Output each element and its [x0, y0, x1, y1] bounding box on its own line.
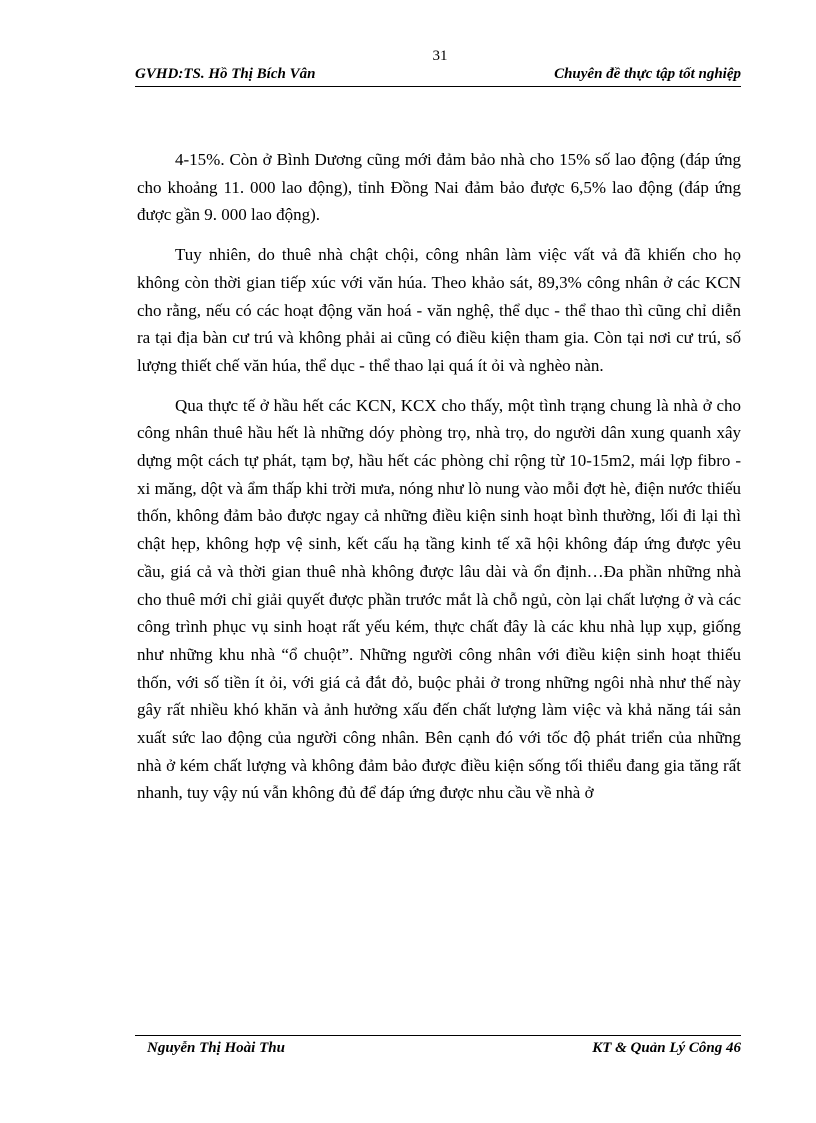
paragraph-1: 4-15%. Còn ở Bình Dương cũng mới đảm bảo nhà cho 15% số lao động (đáp ứng cho khoảng 11. 000 lao động), tỉnh Đồng Nai đảm bảo được 6,5% lao động (đáp ứng được gần 9. 000 lao động).: [137, 150, 741, 225]
paragraph-2: Tuy nhiên, do thuê nhà chật chội, công nhân làm việc vất vả đã khiến cho họ không còn thời gian tiếp xúc với văn húa. Theo khảo sát, 89,3% công nhân ở các KCN cho rằng, nếu có các hoạt động văn hoá - văn nghệ, thể dục - thể thao thì cũng chỉ diễn ra tại địa bàn cư trú và không phải ai cũng có điều kiện tham gia. Còn tại nơi cư trú, số lượng thiết chế văn húa, thể dục - thể thao lại quá ít ỏi và nghèo nàn.: [137, 245, 741, 375]
page-footer: [135, 1040, 741, 1062]
paragraph-3: Qua thực tế ở hầu hết các KCN, KCX cho thấy, một tình trạng chung là nhà ở cho công nhân thuê hầu hết là những dóy phòng trọ, nhà trọ, do người dân xung quanh xây dựng một cách tự phát, tạm bợ, hầu hết các phòng chỉ rộng từ 10-15m2, mái lợp fibro - xi măng, dột và ẩm thấp khi trời mưa, nóng như lò nung vào mỗi đợt hè, điện nước thiếu thốn, không đảm bảo được ngay cả những điều kiện sinh hoạt bình thường, lối đi lại thì chật hẹp, không hợp vệ sinh, kết cấu hạ tầng kinh tế xã hội không đáp ứng được yêu cầu, giá cả và thời gian thuê nhà không được lâu dài và ổn định…Đa phần những nhà cho thuê mới chỉ giải quyết được phần trước mắt là chỗ ngủ, còn lại chất lượng ở và các công trình phục vụ sinh hoạt rất yếu kém, thực chất đây là các khu nhà lụp xụp, giống như những khu nhà “ổ chuột”. Những người công nhân với điều kiện sinh hoạt thiếu thốn, với số tiền ít ỏi, với giá cả đắt đỏ, buộc phải ở trong những ngôi nhà như thế này gây rất nhiều khó khăn và ảnh hưởng xấu đến chất lượng làm việc và khả năng tái sản xuất sức lao động của người công nhân. Bên cạnh đó với tốc độ phát triển của những nhà ở kém chất lượng và không đảm bảo được điều kiện sống tối thiểu đang gia tăng rất nhanh, tuy vậy nú vẫn không đủ để đáp ứng được nhu cầu về nhà ở: [137, 395, 741, 803]
body-text: [137, 146, 741, 819]
footer-divider: [135, 1035, 741, 1036]
header-document-type: Chuyên đề thực tập tốt nghiệp: [554, 66, 741, 82]
footer-class: KT & Quản Lý Công 46: [592, 1040, 741, 1056]
footer-author: Nguyễn Thị Hoài Thu: [147, 1040, 285, 1056]
page-number: 31: [432, 48, 448, 64]
header-supervisor: GVHD:TS. Hồ Thị Bích Vân: [135, 66, 316, 82]
page-header: [135, 66, 741, 87]
